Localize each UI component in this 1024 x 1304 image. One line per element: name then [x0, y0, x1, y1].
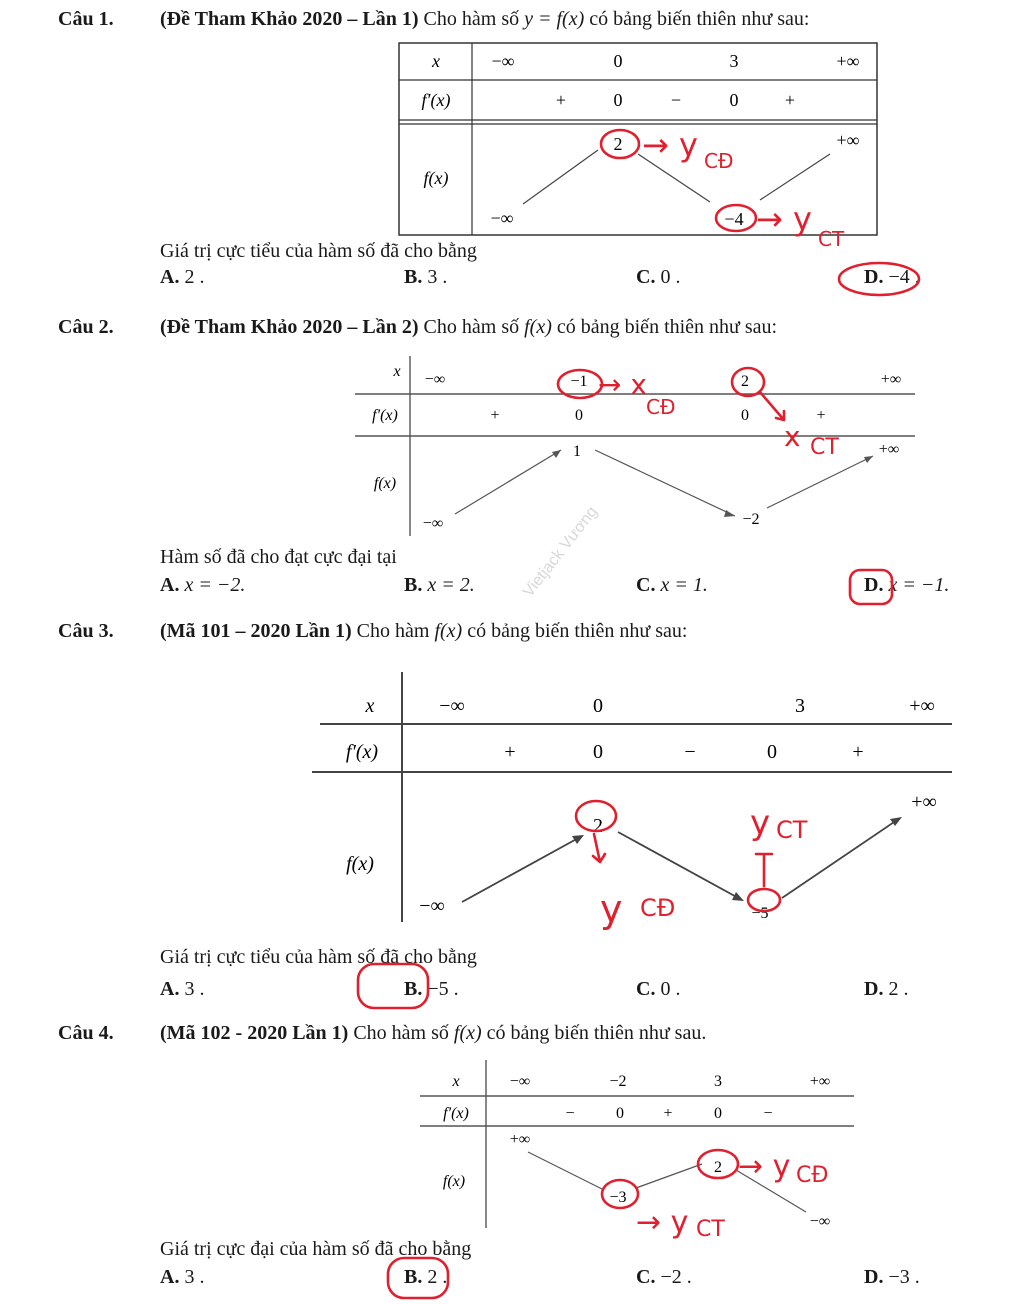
derivative-sign: 0 — [729, 90, 739, 110]
question-number: Câu 2. — [58, 316, 114, 338]
answer-option-d[interactable] — [864, 978, 908, 1001]
option-value: x = 1. — [660, 574, 708, 596]
x-value: −1 — [570, 373, 588, 390]
x-value: +∞ — [836, 51, 860, 71]
function-value: −∞ — [422, 515, 444, 532]
question-stem — [160, 620, 687, 643]
function-value: +∞ — [878, 441, 900, 458]
option-letter: B. — [404, 1266, 423, 1288]
question-number: Câu 3. — [58, 620, 114, 642]
option-value: −3 . — [888, 1266, 920, 1288]
question-source: (Mã 102 - 2020 Lần 1) — [160, 1022, 349, 1044]
function-value: −2 — [742, 511, 760, 528]
option-value: 3 . — [184, 1266, 205, 1288]
derivative-sign: 0 — [575, 407, 583, 424]
option-letter: C. — [636, 978, 656, 1000]
question-stem — [160, 1022, 706, 1045]
option-value: −2 . — [660, 1266, 692, 1288]
handwritten-annotation — [548, 362, 888, 462]
answer-option-b[interactable] — [404, 266, 447, 289]
option-letter: C. — [636, 266, 656, 288]
derivative-sign: 0 — [741, 407, 749, 424]
annotation-text: x — [784, 420, 801, 453]
stem-text: có bảng biến thiên như sau: — [467, 620, 688, 642]
question-prompt: Giá trị cực tiểu của hàm số đã cho bằng — [160, 240, 477, 262]
derivative-sign: 0 — [613, 90, 623, 110]
function-value: +∞ — [911, 791, 937, 813]
derivative-sign: + — [555, 90, 567, 110]
x-label: x — [393, 363, 401, 380]
function-value: +∞ — [836, 130, 860, 150]
x-value: 0 — [593, 695, 603, 717]
option-letter: C. — [636, 1266, 656, 1288]
option-value: −5 . — [427, 978, 459, 1000]
function-value: +∞ — [509, 1131, 531, 1148]
watermark: Vietjack Vương — [520, 503, 602, 601]
option-value: 0 . — [660, 266, 681, 288]
option-letter: D. — [864, 978, 884, 1000]
x-value: 0 — [613, 51, 623, 71]
annotation-text: → y — [642, 126, 698, 164]
function-value: −∞ — [419, 895, 445, 917]
stem-text: có bảng biến thiên như sau. — [486, 1022, 707, 1044]
answer-option-a[interactable] — [160, 1266, 204, 1289]
function-value: −∞ — [809, 1213, 831, 1230]
answer-option-a[interactable] — [160, 978, 204, 1001]
annotation-text: CT — [696, 1217, 725, 1242]
function-label: f(x) — [346, 853, 374, 875]
answer-circle — [354, 960, 434, 1014]
question-2 — [0, 300, 1024, 610]
function-value: −5 — [751, 905, 769, 922]
annotation-text: y — [600, 887, 623, 931]
derivative-sign: − — [684, 741, 696, 763]
option-value: −4 . — [888, 266, 920, 288]
question-prompt: Giá trị cực đại của hàm số đã cho bằng — [160, 1238, 472, 1260]
question-source: (Đề Tham Khảo 2020 – Lần 1) — [160, 8, 419, 30]
answer-option-c[interactable] — [636, 574, 708, 597]
derivative-sign: + — [852, 741, 864, 763]
x-value: +∞ — [909, 695, 935, 717]
derivative-sign: + — [490, 407, 500, 424]
option-letter: A. — [160, 574, 180, 596]
handwritten-annotation — [596, 1142, 866, 1252]
x-value: 3 — [795, 695, 805, 717]
function-value: 2 — [714, 1159, 722, 1176]
question-stem — [160, 8, 809, 31]
answer-circle — [834, 258, 924, 300]
derivative-label: f′(x) — [372, 407, 398, 424]
option-value: x = 2. — [427, 574, 475, 596]
answer-option-c[interactable] — [636, 1266, 692, 1289]
stem-text: Cho hàm số — [353, 1022, 449, 1044]
x-value: 2 — [741, 373, 749, 390]
x-value: −∞ — [509, 1073, 531, 1090]
x-label: x — [452, 1073, 460, 1090]
option-letter: B. — [404, 266, 423, 288]
annotation-text: CĐ — [646, 395, 676, 419]
function-name: y = f(x) — [524, 8, 585, 30]
function-name: f(x) — [524, 316, 552, 338]
function-name: f(x) — [453, 1022, 482, 1044]
question-stem — [160, 316, 777, 339]
answer-circle — [846, 566, 896, 608]
x-value: 3 — [714, 1073, 722, 1090]
option-letter: B. — [404, 978, 423, 1000]
derivative-label: f′(x) — [421, 90, 451, 110]
derivative-sign: + — [816, 407, 826, 424]
annotation-text: CĐ — [704, 149, 734, 173]
derivative-label: f′(x) — [443, 1105, 469, 1122]
annotation-text: → y — [756, 200, 812, 238]
function-value: −4 — [724, 209, 744, 229]
option-value: x = −2. — [184, 574, 246, 596]
function-name: f(x) — [434, 620, 463, 642]
function-value: 2 — [613, 134, 623, 154]
annotation-text: → y — [738, 1149, 791, 1184]
option-letter: A. — [160, 1266, 180, 1288]
question-4 — [0, 1010, 1024, 1304]
handwritten-annotation — [596, 124, 876, 254]
option-value: 2 . — [427, 1266, 448, 1288]
annotation-text: → y — [636, 1205, 689, 1240]
answer-option-c[interactable] — [636, 978, 680, 1001]
derivative-sign: + — [784, 90, 796, 110]
derivative-sign: 0 — [714, 1105, 722, 1122]
derivative-sign: − — [670, 90, 682, 110]
stem-text: có bảng biến thiên như sau: — [589, 8, 810, 30]
option-letter: D. — [864, 266, 884, 288]
function-value: 2 — [593, 815, 603, 837]
question-1 — [0, 0, 1024, 300]
question-source: (Mã 101 – 2020 Lần 1) — [160, 620, 352, 642]
function-label: f(x) — [373, 475, 397, 492]
derivative-label: f′(x) — [345, 741, 379, 763]
derivative-sign: − — [565, 1105, 575, 1122]
question-number: Câu 1. — [58, 8, 114, 30]
answer-circle — [384, 1252, 454, 1304]
derivative-sign: + — [663, 1105, 673, 1122]
stem-text: Cho hàm — [356, 620, 430, 642]
question-number: Câu 4. — [58, 1022, 114, 1044]
annotation-text: y — [750, 803, 771, 843]
x-label: x — [365, 695, 375, 717]
option-value: 3 . — [427, 266, 448, 288]
annotation-text: CT — [776, 816, 808, 844]
function-value: −3 — [609, 1189, 627, 1206]
x-value: 3 — [729, 51, 739, 71]
option-value: 3 . — [184, 978, 205, 1000]
annotation-text: → x — [598, 368, 647, 401]
x-value: −∞ — [424, 371, 446, 388]
answer-option-b[interactable] — [404, 574, 475, 597]
stem-text: Cho hàm số — [423, 316, 520, 338]
derivative-sign: 0 — [767, 741, 777, 763]
x-value: +∞ — [809, 1073, 831, 1090]
derivative-sign: + — [504, 741, 516, 763]
answer-option-a[interactable] — [160, 574, 245, 597]
annotation-text: CT — [818, 227, 845, 251]
x-value: +∞ — [880, 371, 902, 388]
function-value: 1 — [573, 443, 581, 460]
function-label: f(x) — [442, 1173, 466, 1190]
annotation-text: CĐ — [640, 894, 676, 922]
derivative-sign: 0 — [593, 741, 603, 763]
function-value: −∞ — [490, 208, 514, 228]
option-value: 0 . — [660, 978, 681, 1000]
option-letter: B. — [404, 574, 423, 596]
x-value: −∞ — [491, 51, 515, 71]
option-letter: A. — [160, 266, 180, 288]
answer-option-d[interactable] — [864, 1266, 920, 1289]
question-prompt: Giá trị cực tiểu của hàm số đã cho bằng — [160, 946, 477, 968]
option-value: 2 . — [184, 266, 205, 288]
x-label: x — [432, 51, 440, 71]
option-letter: C. — [636, 574, 656, 596]
option-value: 2 . — [888, 978, 909, 1000]
annotation-text: CT — [810, 435, 839, 460]
derivative-sign: − — [763, 1105, 773, 1122]
stem-text: có bảng biến thiên như sau: — [556, 316, 778, 338]
option-letter: D. — [864, 574, 884, 596]
answer-option-a[interactable] — [160, 266, 204, 289]
handwritten-annotation — [560, 782, 840, 932]
option-letter: D. — [864, 1266, 884, 1288]
question-source: (Đề Tham Khảo 2020 – Lần 2) — [160, 316, 419, 338]
derivative-sign: 0 — [616, 1105, 624, 1122]
x-value: −2 — [609, 1073, 627, 1090]
question-prompt: Hàm số đã cho đạt cực đại tại — [160, 546, 397, 568]
question-3 — [0, 610, 1024, 1010]
x-value: −∞ — [439, 695, 465, 717]
stem-text: Cho hàm số — [423, 8, 520, 30]
answer-option-c[interactable] — [636, 266, 680, 289]
function-label: f(x) — [423, 168, 449, 188]
option-value: x = −1. — [888, 574, 950, 596]
option-letter: A. — [160, 978, 180, 1000]
annotation-text: CĐ — [796, 1163, 829, 1188]
